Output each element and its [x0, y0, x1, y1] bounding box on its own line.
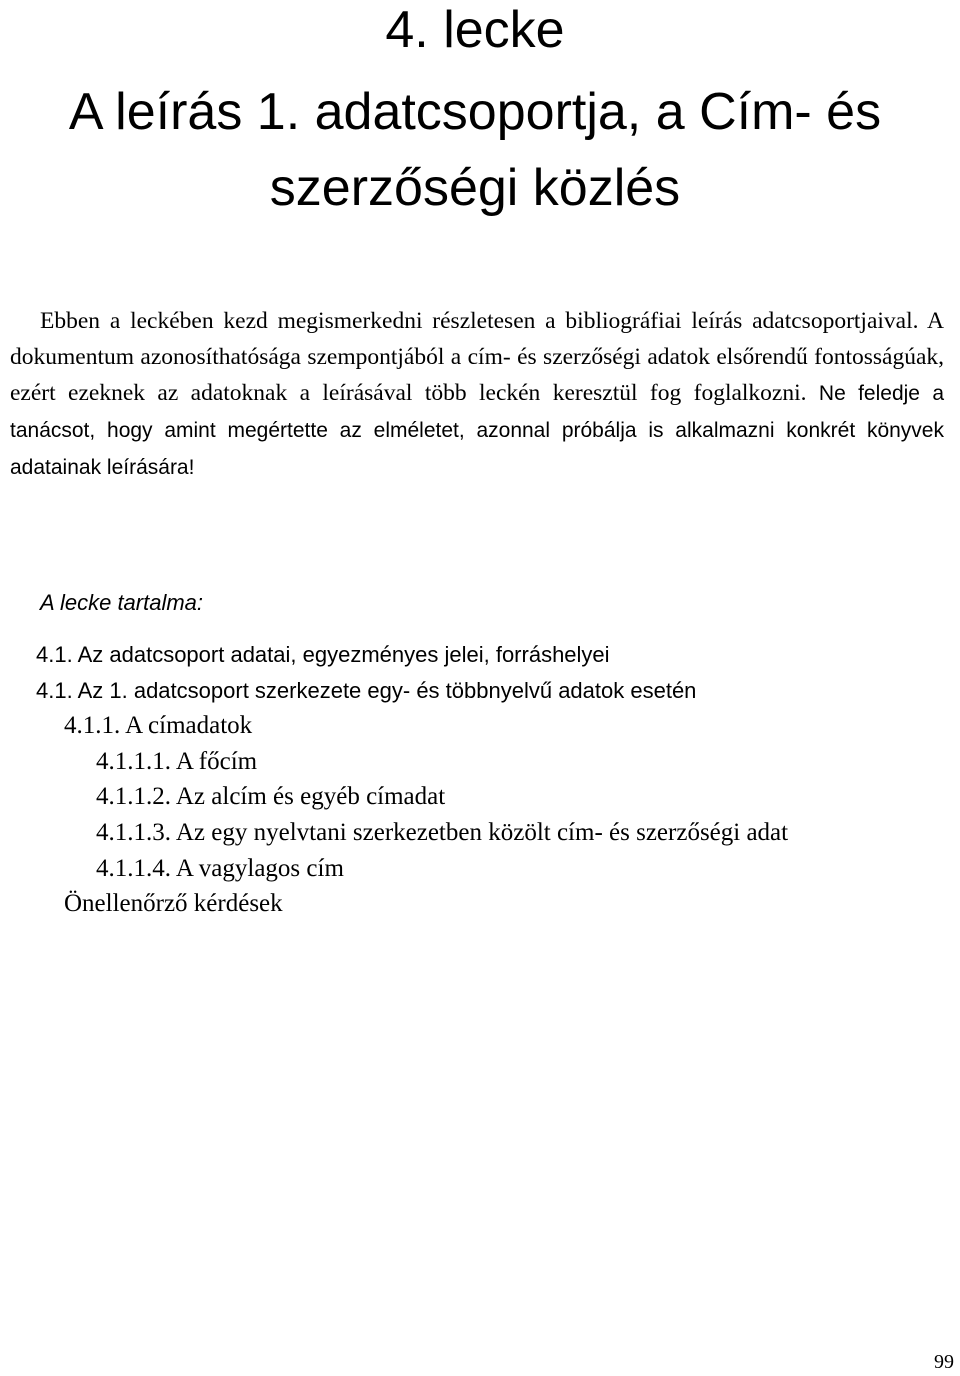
- chapter-title-line-1: A leírás 1. adatcsoportja, a Cím- és: [68, 83, 882, 141]
- toc-item: 4.1.1. A címadatok: [64, 712, 253, 740]
- toc-item: 4.1. Az adatcsoport adatai, egyezményes jelei, forráshelyei: [36, 642, 610, 667]
- toc-item: 4.1.1.3. Az egy nyelvtani szerkezetben közölt cím- és szerzőségi adat: [96, 818, 789, 846]
- chapter-title: [0, 74, 950, 226]
- page-number: 99: [934, 1351, 954, 1373]
- toc-item: 4.1.1.2. Az alcím és egyéb címadat: [96, 783, 446, 811]
- chapter-number: 4. lecke: [385, 1, 565, 59]
- intro-text-part-1: Ebben a leckében kezd megismerkedni részletesen a bibliográfiai leírás adatcsoportjaival. A dokumentum azonosíthatósága szempontjából a cím- és szerzőségi adatok elsőrendű fontosságúak, ezért ezeknek az adatoknak a leírásával több leckén keresztül fog foglalkozni.: [10, 308, 944, 406]
- chapter-title-line-2: szerzőségi közlés: [269, 159, 681, 217]
- toc-item: 4.1.1.1. A főcím: [96, 747, 258, 775]
- toc-item: 4.1.1.4. A vagylagos cím: [96, 854, 344, 882]
- table-of-contents: [0, 637, 788, 922]
- intro-text-part-2: Ne feledje a tanácsot, hogy amint megértette az elméletet, azonnal próbálja is alkalmazni konkrét könyvek adatainak leírására!: [10, 382, 945, 479]
- intro-paragraph: [10, 303, 944, 486]
- contents-heading: A lecke tartalma:: [40, 590, 204, 615]
- toc-item: 4.1. Az 1. adatcsoport szerkezete egy- és többnyelvű adatok esetén: [36, 677, 697, 703]
- toc-item: Önellenőrző kérdések: [64, 890, 283, 918]
